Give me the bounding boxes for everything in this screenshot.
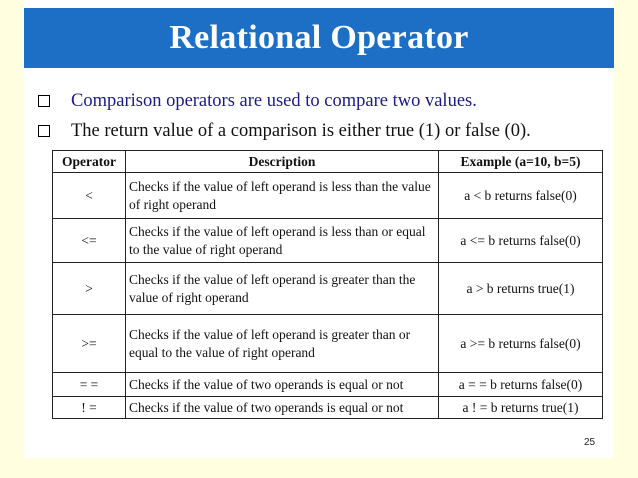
square-bullet-icon [38,95,50,107]
example-cell: a > b returns true(1) [439,263,603,315]
description-cell: Checks if the value of two operands is equal or not [126,373,439,397]
operator-cell: <= [53,219,126,263]
bullet-list [38,86,608,146]
operator-table [52,150,603,419]
operator-cell: ! = [53,397,126,419]
left-side-stripe [0,0,24,478]
example-cell: a < b returns false(0) [439,173,603,219]
table-row [53,315,603,373]
column-header-operator: Operator [53,151,126,173]
column-header-description: Description [126,151,439,173]
example-cell: a = = b returns false(0) [439,373,603,397]
bottom-band [0,458,638,478]
column-header-example: Example (a=10, b=5) [439,151,603,173]
description-cell: Checks if the value of left operand is less than the value of right operand [126,173,439,219]
page-number: 25 [584,437,596,448]
title-bar [24,8,614,68]
example-cell: a <= b returns false(0) [439,219,603,263]
slide-title: Relational Operator [169,19,469,56]
operator-cell: = = [53,373,126,397]
description-cell: Checks if the value of left operand is greater than the value of right operand [126,263,439,315]
table-row [53,397,603,419]
table-row [53,263,603,315]
slide [24,0,614,458]
example-cell: a ! = b returns true(1) [439,397,603,419]
right-side-stripe [614,0,638,478]
operator-cell: >= [53,315,126,373]
example-cell: a >= b returns false(0) [439,315,603,373]
operator-cell: > [53,263,126,315]
description-cell: Checks if the value of two operands is equal or not [126,397,439,419]
table-row [53,373,603,397]
square-bullet-icon [38,125,50,137]
table-header-row [53,151,603,173]
table-row [53,173,603,219]
description-cell: Checks if the value of left operand is greater than or equal to the value of right operand [126,315,439,373]
bullet-item [38,86,608,116]
bullet-item [38,116,608,146]
operator-cell: < [53,173,126,219]
table-row [53,219,603,263]
bullet-text: Comparison operators are used to compare two values. [71,90,477,111]
description-cell: Checks if the value of left operand is less than or equal to the value of right operand [126,219,439,263]
bullet-text: The return value of a comparison is either true (1) or false (0). [71,120,531,141]
